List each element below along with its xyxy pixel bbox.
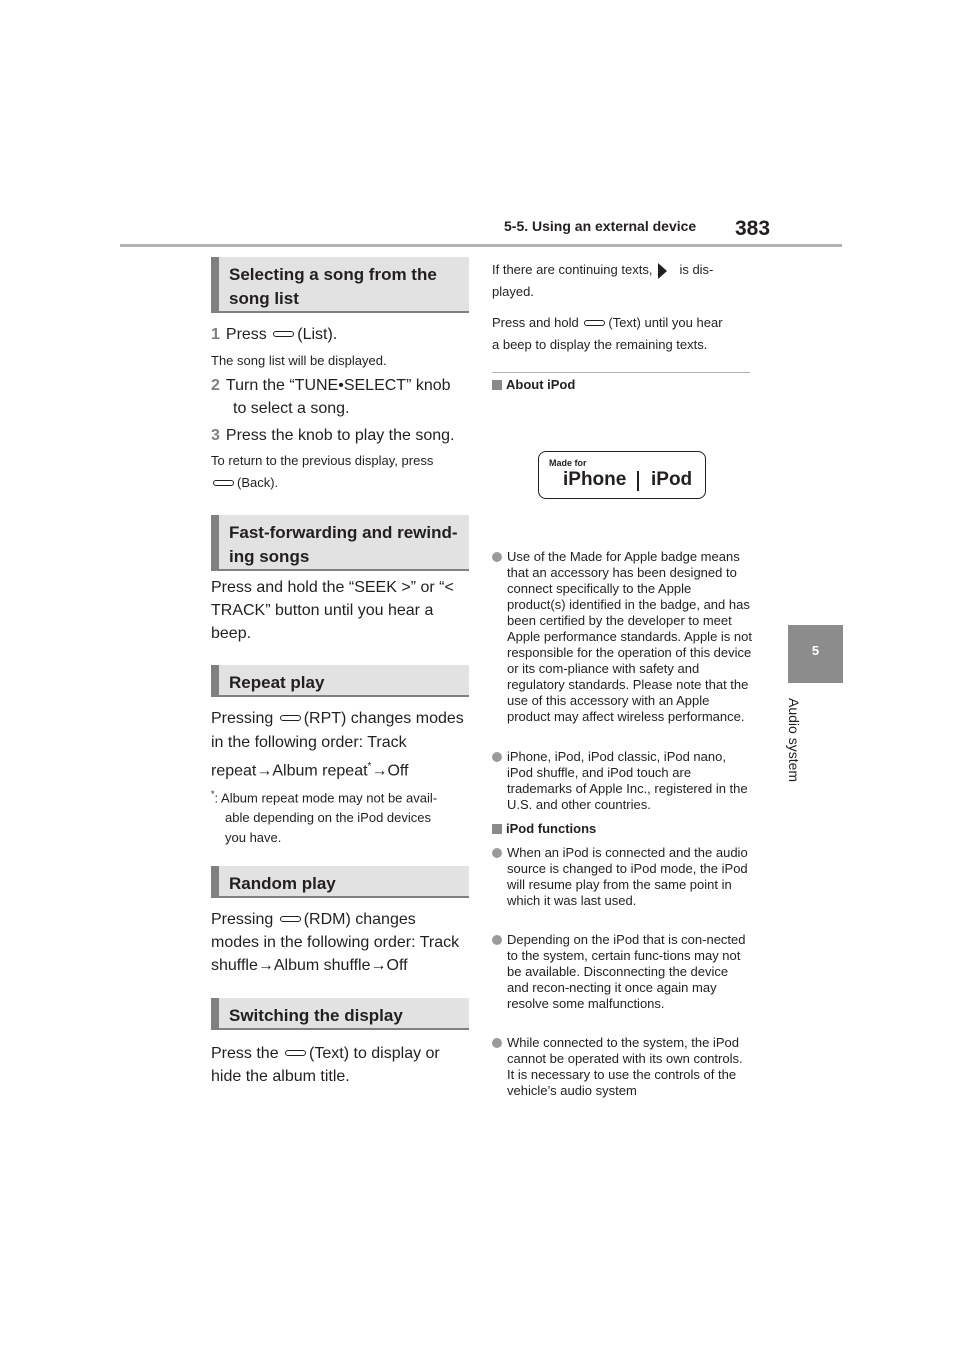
- paragraph-line: TRACK” button until you hear a: [211, 602, 434, 619]
- about-ipod-heading: [492, 377, 750, 392]
- section-title: 5-5. Using an external device: [504, 218, 697, 234]
- section-heading-random-play: Random play: [211, 866, 469, 898]
- step-3: [211, 424, 455, 447]
- heading-text: iPod functions: [506, 821, 597, 836]
- square-bullet-icon: [492, 824, 502, 834]
- section-heading-switching-display: Switching the display: [211, 998, 469, 1030]
- step-text: Press: [225, 326, 267, 343]
- bullet-icon: [492, 935, 502, 945]
- paragraph-line: modes in the following order: Track: [211, 934, 460, 951]
- list-item: [492, 749, 752, 813]
- bullet-text: Use of the Made for Apple badge means that an accessory has been designed to connect specifically to the Apple product(s) identified in the badge, and has been certified by the developer to meet Apple performance standards. Apple is not responsible for the operation of this device or its com-pliance with safety and regulatory standards. Please note that the use of this accessory with an Apple product may affect wireless performance.: [507, 549, 752, 724]
- step-text: to select a song.: [233, 400, 350, 417]
- note-text: To return to the previous display, press: [211, 453, 434, 468]
- bullet-text: While connected to the system, the iPod cannot be operated with its own controls. It is necessary to use the controls of the vehicle’s audio system: [507, 1035, 743, 1098]
- badge-made-for: Made for: [549, 458, 587, 468]
- fast-forward-text: [211, 576, 454, 645]
- repeat-footnote: [211, 784, 437, 848]
- footnote-text: able depending on the iPod devices: [225, 810, 431, 826]
- bullet-text: When an iPod is connected and the audio source is changed to iPod mode, the iPod will resume play from the same point in which it was last used.: [507, 845, 748, 908]
- step-1: [211, 323, 337, 346]
- heading-text: About iPod: [506, 377, 576, 392]
- bullet-icon: [492, 1038, 502, 1048]
- paragraph-text: (RDM) changes: [303, 911, 416, 928]
- continuing-text-note: [492, 259, 750, 303]
- bullet-icon: [492, 752, 502, 762]
- note-text: Press and hold: [492, 315, 579, 330]
- bullet-icon: [492, 848, 502, 858]
- step-text: Press the knob to play the song.: [225, 427, 455, 444]
- footnote-marker: *: [367, 761, 372, 772]
- paragraph-text: Pressing: [211, 710, 274, 727]
- note-text: played.: [492, 284, 534, 299]
- repeat-play-text: [211, 707, 464, 783]
- continue-arrow-icon: [658, 263, 667, 279]
- page-number: 383: [735, 217, 771, 240]
- section-heading-fast-forward: Fast-forwarding and rewind-ing songs: [211, 515, 469, 571]
- footnote-text: you have.: [225, 830, 282, 846]
- note-text: (Back).: [237, 475, 279, 490]
- note-text: is dis-: [679, 262, 714, 277]
- section-divider: [492, 372, 750, 373]
- step-number: 1: [211, 326, 220, 343]
- paragraph-text: repeat→Album repeat: [211, 762, 368, 780]
- ipod-functions-heading: [492, 821, 750, 836]
- back-button-icon: [213, 480, 234, 486]
- section-heading-repeat-play: Repeat play: [211, 665, 469, 697]
- footnote-marker: *: [211, 789, 215, 799]
- hold-text-note: [492, 312, 750, 356]
- paragraph-line: in the following order: Track: [211, 734, 407, 751]
- bullet-text: iPhone, iPod, iPod classic, iPod nano, iPod shuffle, and iPod touch are trademarks of Apple Inc., registered in the U.S. and other countries.: [507, 749, 748, 812]
- bullet-icon: [492, 552, 502, 562]
- paragraph-line: shuffle→Album shuffle→Off: [211, 957, 408, 974]
- badge-ipod: iPod: [651, 469, 693, 490]
- paragraph-line: hide the album title.: [211, 1068, 350, 1085]
- step-number: 2: [211, 377, 220, 394]
- list-item: [492, 932, 752, 1012]
- random-play-text: [211, 908, 459, 977]
- list-button-icon: [273, 331, 294, 337]
- step-text: Turn the “TUNE•SELECT” knob: [225, 377, 451, 394]
- header-divider: [120, 244, 842, 247]
- note-text: If there are continuing texts,: [492, 262, 653, 277]
- footnote-text: : Album repeat mode may not be avail-: [214, 790, 438, 806]
- step-number: 3: [211, 427, 220, 444]
- section-heading-song-list: Selecting a song from the song list: [211, 257, 469, 313]
- step-1-note: The song list will be displayed.: [211, 353, 387, 368]
- step-text: (List).: [297, 326, 338, 343]
- chapter-tab-label: Audio system: [786, 698, 802, 783]
- text-button-icon: [584, 320, 605, 326]
- list-item: [492, 1035, 752, 1099]
- badge-iphone: iPhone: [563, 469, 627, 490]
- list-item: [492, 549, 752, 725]
- list-item: [492, 845, 752, 909]
- rpt-button-icon: [280, 715, 301, 721]
- note-text: a beep to display the remaining texts.: [492, 337, 708, 352]
- note-text: (Text) until you hear: [608, 315, 723, 330]
- paragraph-text: (Text) to display or: [309, 1045, 440, 1062]
- step-2: [211, 374, 451, 420]
- paragraph-text: →Off: [371, 762, 409, 780]
- paragraph-text: Press the: [211, 1045, 279, 1062]
- paragraph-line: beep.: [211, 625, 252, 642]
- return-note: [211, 450, 433, 494]
- badge-separator: [637, 471, 639, 491]
- bullet-text: Depending on the iPod that is con-nected to the system, certain func-tions may not be available. Disconnecting the device and recon-necting it once again may resolve some malfunctions.: [507, 932, 746, 1011]
- square-bullet-icon: [492, 380, 502, 390]
- paragraph-text: Pressing: [211, 911, 274, 928]
- made-for-iphone-ipod-badge: [538, 451, 706, 499]
- switching-display-text: [211, 1042, 440, 1088]
- rdm-button-icon: [280, 916, 301, 922]
- paragraph-line: Press and hold the “SEEK >” or “<: [211, 579, 454, 596]
- paragraph-text: (RPT) changes modes: [303, 710, 464, 727]
- chapter-tab-number: 5: [788, 625, 843, 683]
- text-button-icon: [285, 1050, 306, 1056]
